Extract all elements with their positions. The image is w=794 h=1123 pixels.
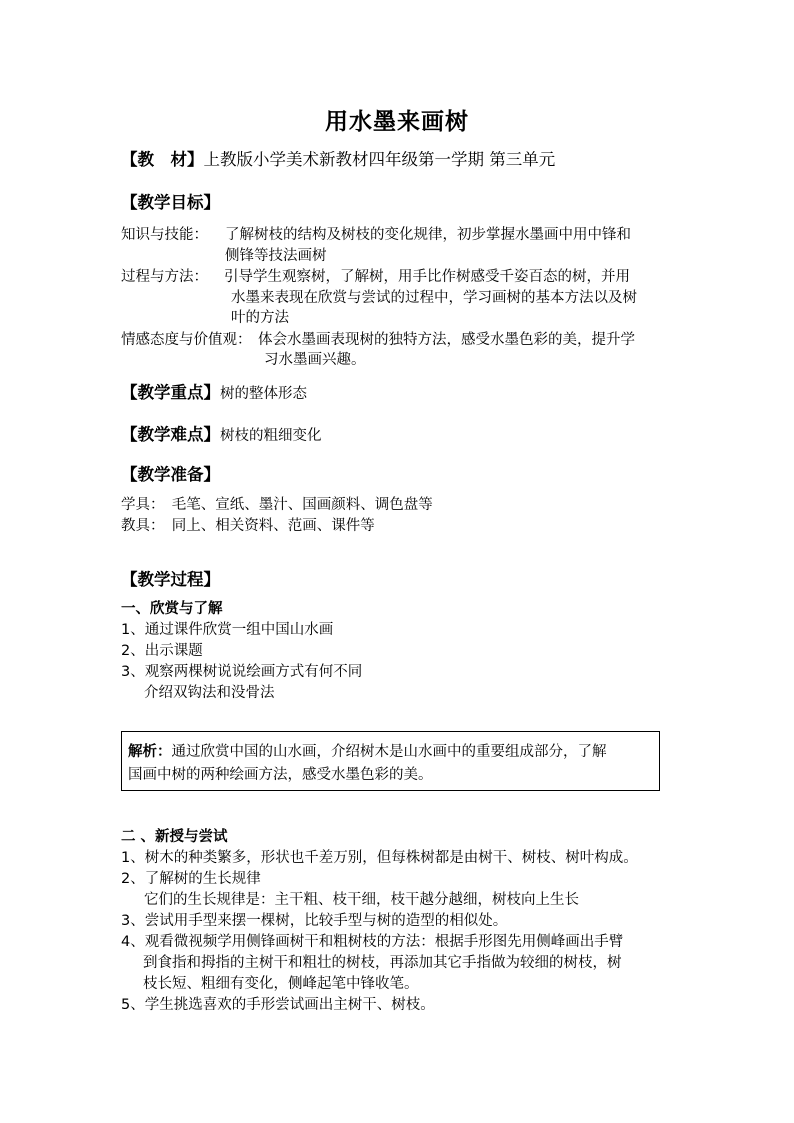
section-2-item-2: 2、了解树的生长规律 — [121, 871, 261, 887]
emotion-label: 情感态度与价值观： — [121, 332, 252, 348]
prep-teacher: 教具： 同上、相关资料、范画、课件等 — [121, 518, 375, 534]
process-label: 过程与方法： — [121, 269, 208, 285]
emotion-line-1: 体会水墨画表现树的独特方法，感受水墨色彩的美，提升学 — [258, 332, 635, 348]
knowledge-line-1: 了解树枝的结构及树枝的变化规律，初步掌握水墨画中用中锋和 — [225, 227, 631, 243]
section-2-item-4-line-1: 4、观看微视频学用侧锋画树干和粗树枝的方法：根据手形图先用侧峰画出手臂 — [121, 934, 624, 950]
material-line — [121, 146, 555, 170]
section-2-item-5: 5、学生挑选喜欢的手形尝试画出主树干、树枝。 — [121, 997, 435, 1013]
section-1-sub: 介绍双钩法和没骨法 — [144, 685, 275, 701]
section-2-item-2-sub: 它们的生长规律是：主干粗、枝干细，枝干越分越细，树枝向上生长 — [144, 892, 579, 908]
difficulty-line — [121, 421, 322, 445]
section-1-item-1: 1、通过课件欣赏一组中国山水画 — [121, 622, 334, 638]
difficulty-label: 【教学难点】 — [121, 425, 220, 444]
prep-student: 学具： 毛笔、宣纸、墨汁、国画颜料、调色盘等 — [121, 497, 433, 513]
section-1-item-3: 3、观察两棵树说说绘画方式有何不同 — [121, 664, 363, 680]
document-title: 用水墨来画树 — [325, 109, 469, 135]
emotion-line-2: 习水墨画兴趣。 — [264, 352, 366, 368]
key-point-line — [121, 379, 307, 403]
section-2-title: 二 、新授与尝试 — [121, 829, 228, 845]
goals-heading: 【教学目标】 — [121, 193, 220, 212]
material-label: 【教 材】 — [121, 150, 204, 169]
section-2-item-4-line-2: 到食指和拇指的主树干和粗壮的树枝，再添加其它手指做为较细的树枝，树 — [143, 955, 622, 971]
analysis-line-2: 国画中树的两种绘画方法，感受水墨色彩的美。 — [128, 767, 433, 783]
prep-heading: 【教学准备】 — [121, 465, 220, 484]
analysis-line-1 — [128, 740, 607, 761]
section-1-item-2: 2、出示课题 — [121, 643, 203, 659]
section-2-item-4-line-3: 枝长短、粗细有变化，侧峰起笔中锋收笔。 — [143, 976, 419, 992]
analysis-box — [121, 731, 660, 791]
process-line-3: 叶的方法 — [231, 310, 289, 326]
process-line-1: 引导学生观察树，了解树，用手比作树感受千姿百态的树，并用 — [224, 269, 630, 285]
section-1-title: 一、欣赏与了解 — [121, 601, 223, 617]
process-line-2: 水墨来表现在欣赏与尝试的过程中，学习画树的基本方法以及树 — [231, 290, 637, 306]
process-heading: 【教学过程】 — [121, 570, 220, 589]
key-point-text: 树的整体形态 — [220, 386, 307, 402]
knowledge-line-2: 侧锋等技法画树 — [225, 248, 327, 264]
section-2-item-1: 1、树木的种类繁多，形状也千差万别，但每株树都是由树干、树枝、树叶构成。 — [121, 850, 638, 866]
analysis-label: 解析： — [128, 744, 172, 760]
knowledge-label: 知识与技能： — [121, 227, 208, 243]
section-2-item-3: 3、尝试用手型来摆一棵树，比较手型与树的造型的相似处。 — [121, 913, 508, 929]
key-point-label: 【教学重点】 — [121, 383, 220, 402]
analysis-text-1: 通过欣赏中国的山水画，介绍树木是山水画中的重要组成部分，了解 — [171, 744, 607, 760]
difficulty-text: 树枝的粗细变化 — [220, 428, 322, 444]
material-text: 上教版小学美术新教材四年级第一学期 第三单元 — [203, 150, 556, 169]
